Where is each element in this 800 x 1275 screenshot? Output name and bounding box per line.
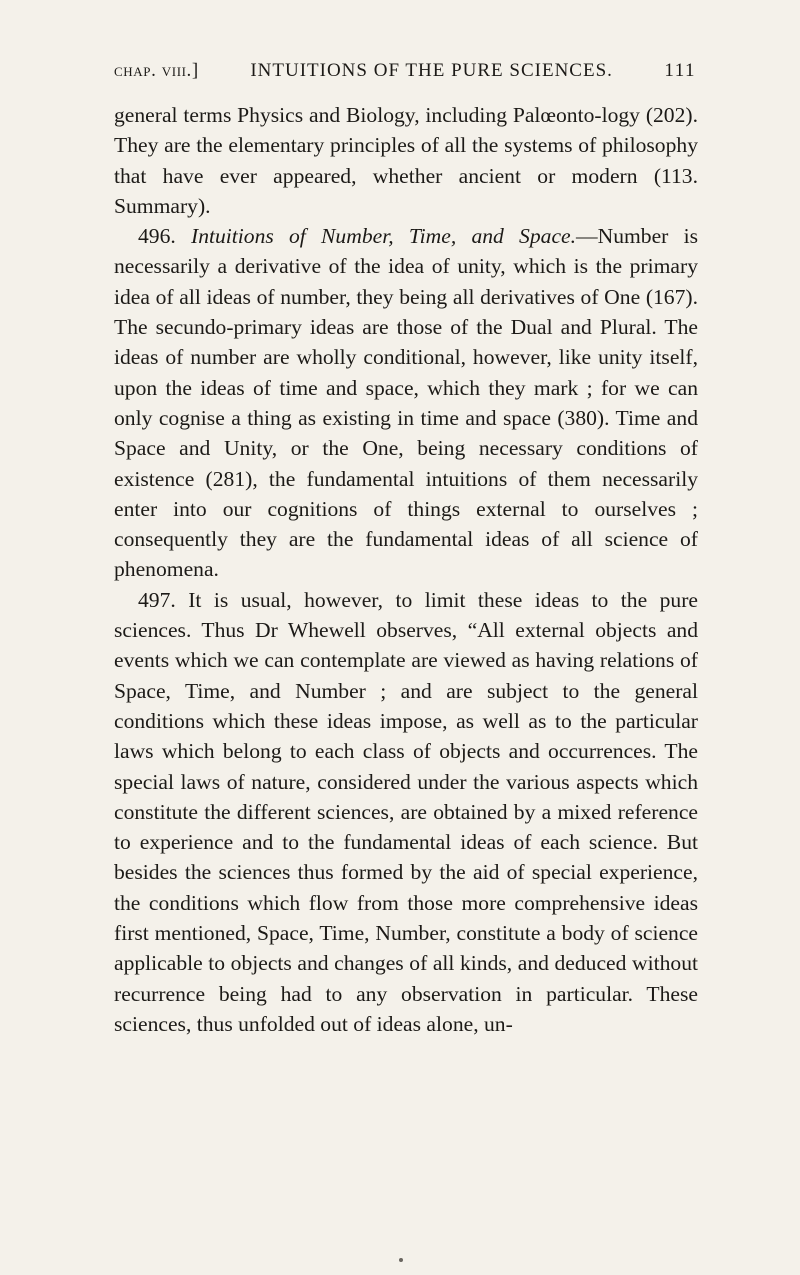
body-text xyxy=(114,100,698,1039)
section-number: 496. xyxy=(138,224,176,249)
ink-dot xyxy=(399,1258,403,1262)
section-heading: Intuitions of Number, Time, and Space. xyxy=(191,224,577,249)
paragraph-496 xyxy=(114,221,698,585)
chapter-label: chap. viii.] xyxy=(114,60,199,81)
page-number: 111 xyxy=(664,60,696,81)
paragraph-text: —Number is necessarily a derivative of the idea of unity, which is the primary idea of all ideas of number, they being all derivatives of One (167). The secundo-primary ideas are those of the Dual and Plural. The ideas of number are wholly conditional, however, like unity itself, upon the ideas of time and space, which they mark ; for we can only cognise a thing as existing in time and space (380). Time and Space and Unity, or the One, being necessary conditions of existence (281), the fundamental intuitions of them necessarily enter into our cognitions of things external to ourselves ; consequently they are the fundamental ideas of all science of phenomena. xyxy=(114,224,698,582)
running-head xyxy=(114,60,696,90)
paragraph-497: 497. It is usual, however, to limit these ideas to the pure sciences. Thus Dr Whewell observes, “All external objects and events which we can contemplate are viewed as having relations of Space, Time, and Number ; and are subject to the general conditions which these ideas impose, as well as to the particular laws which belong to each class of objects and occurrences. The special laws of nature, considered under the various aspects which constitute the different sciences, are obtained by a mixed reference to experience and to the fundamental ideas of each science. But besides the sciences thus formed by the aid of special experience, the conditions which flow from those more comprehensive ideas first mentioned, Space, Time, Number, constitute a body of science applicable to objects and changes of all kinds, and deduced without recurrence being had to any observation in particular. These sciences, thus unfolded out of ideas alone, un- xyxy=(114,587,698,1036)
paragraph-continuation: general terms Physics and Biology, including Palœonto-logy (202). They are the elementary principles of all the systems of philosophy that have ever appeared, whether ancient or modern (113. Summary). xyxy=(114,103,698,218)
running-title: INTUITIONS OF THE PURE SCIENCES. xyxy=(250,60,613,81)
